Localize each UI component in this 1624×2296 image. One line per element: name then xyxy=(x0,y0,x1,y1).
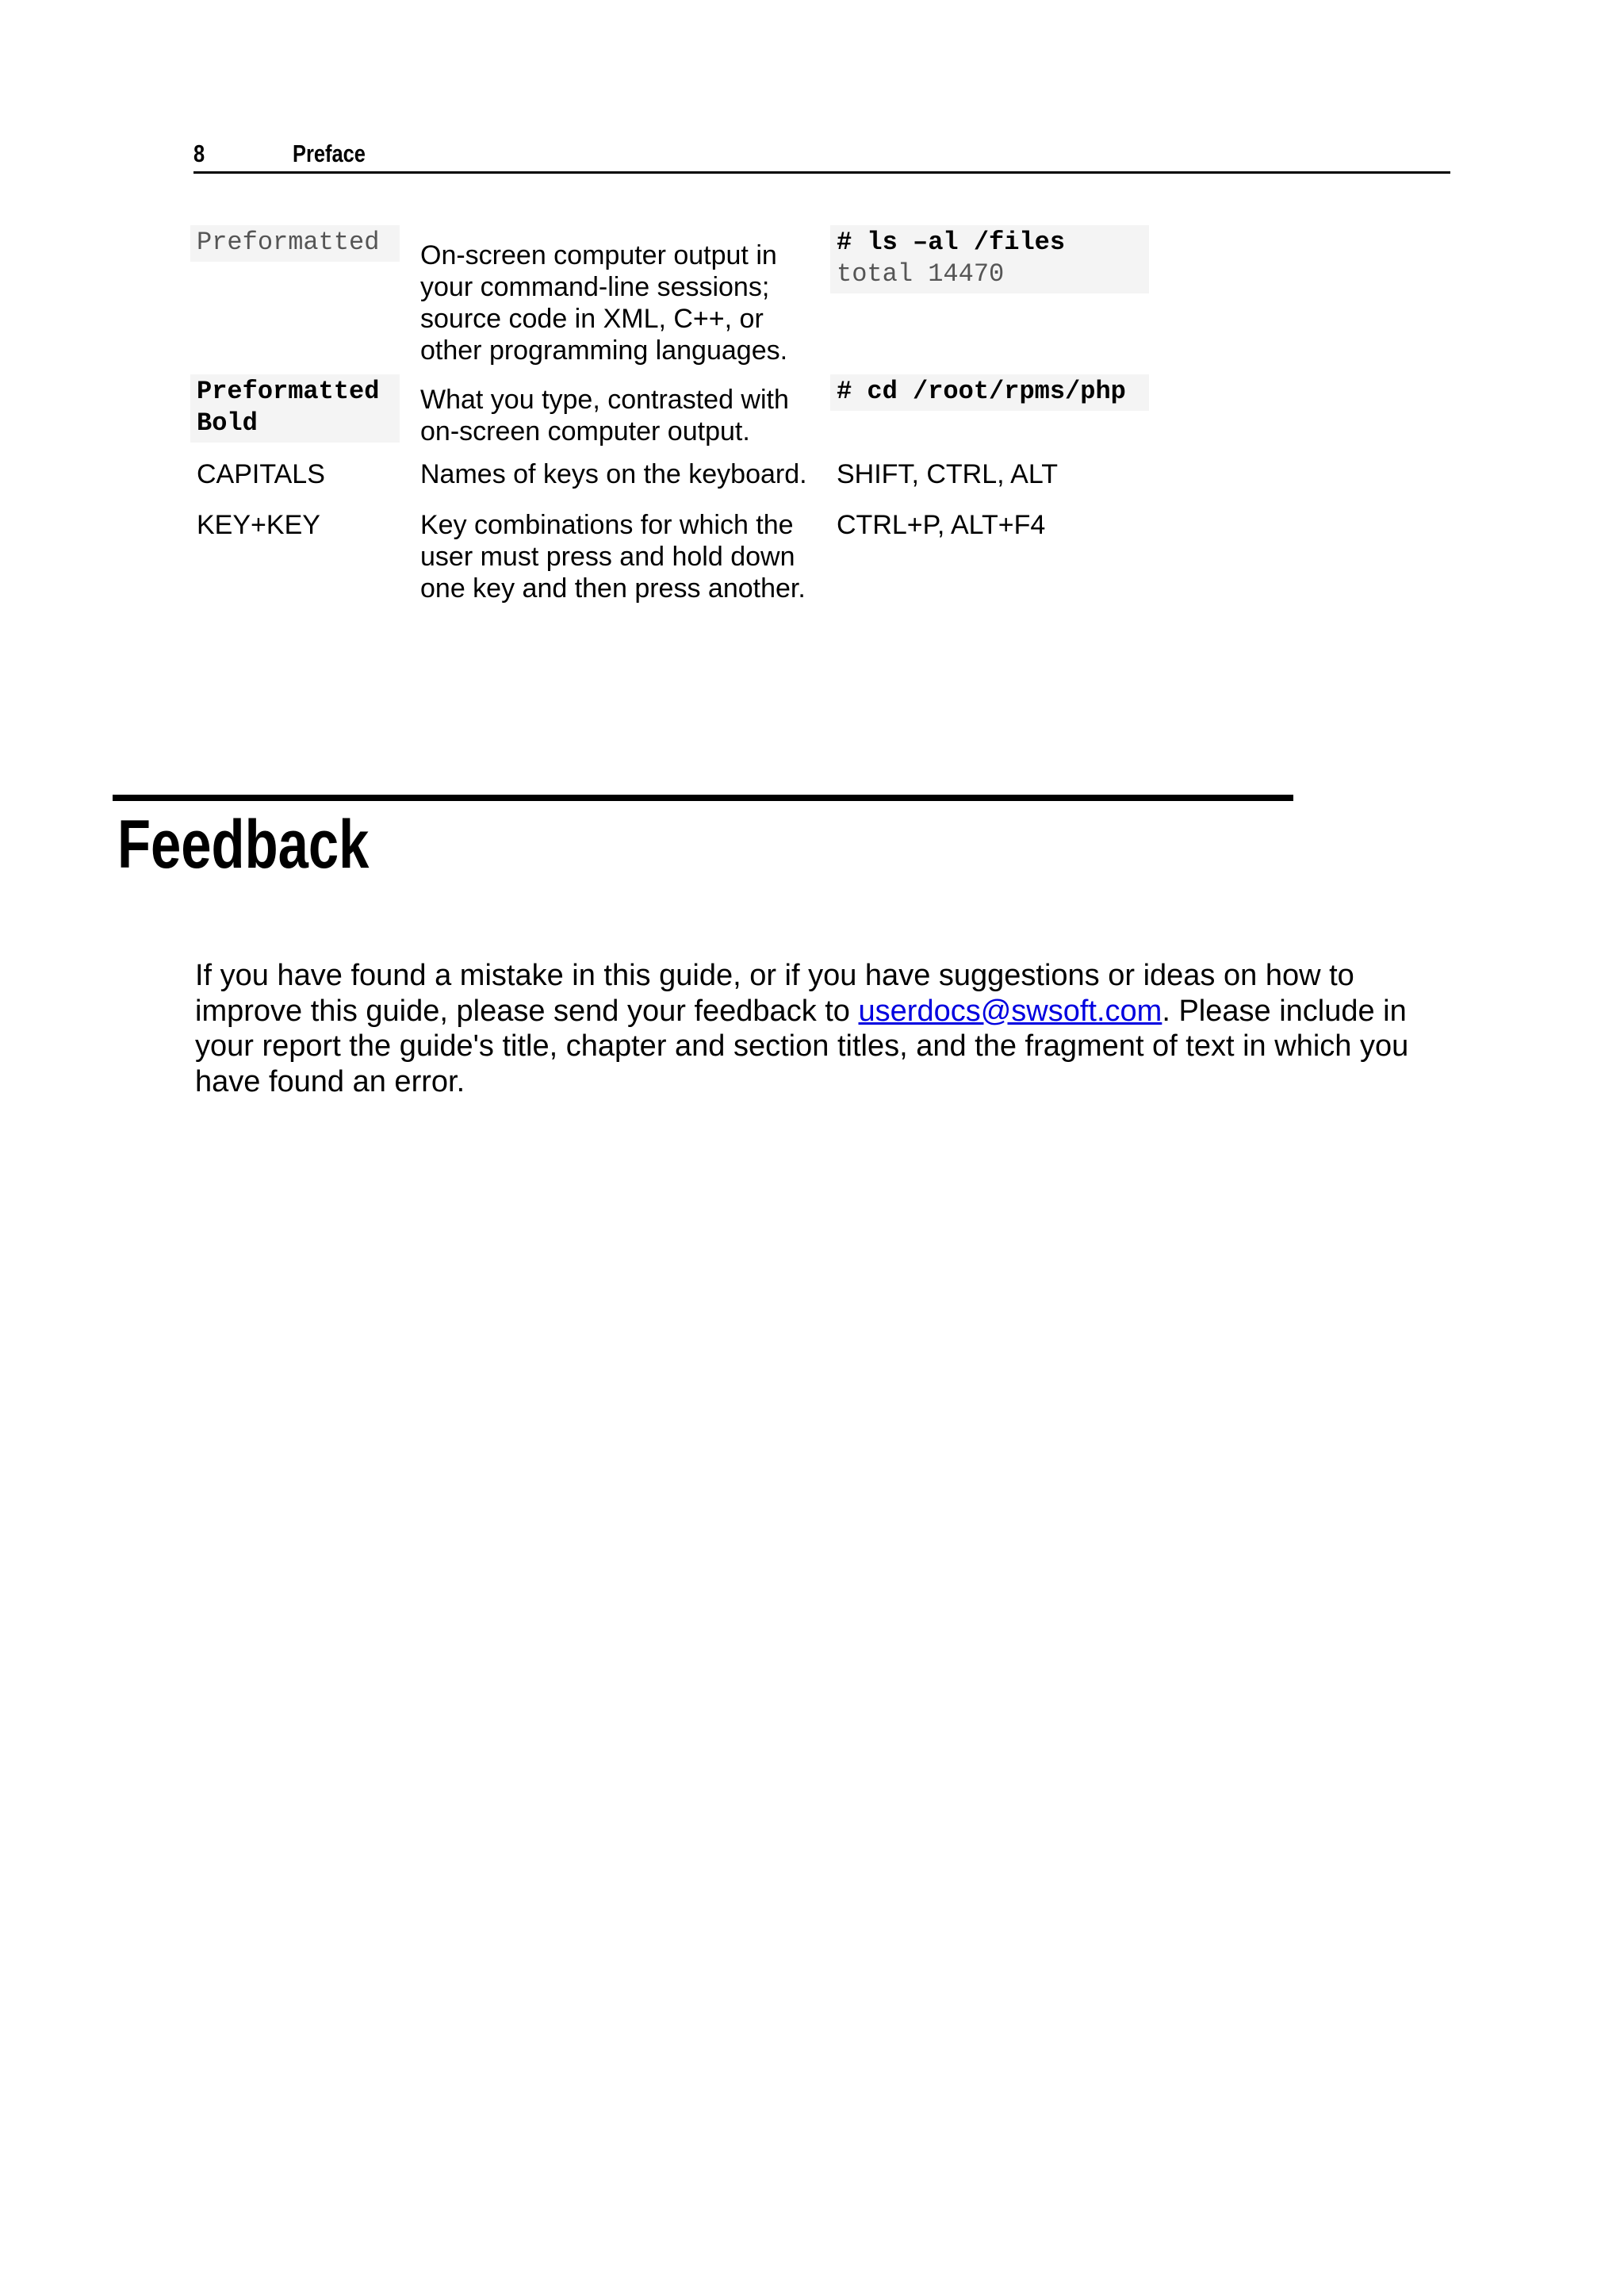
convention-name: Preformatted Bold xyxy=(190,374,400,443)
section-rule xyxy=(113,795,1293,801)
convention-example: SHIFT, CTRL, ALT xyxy=(837,459,1058,489)
convention-example xyxy=(830,225,1149,293)
feedback-paragraph xyxy=(195,958,1464,1099)
convention-description: Names of keys on the keyboard. xyxy=(420,459,807,489)
convention-description: On-screen computer output in your command-line sessions; source code in XML, C++, or other programming languages. xyxy=(420,240,788,366)
example-command-line: # ls –al /files xyxy=(837,228,1066,257)
feedback-text: . Please include in your report the guide's title, chapter and section titles, and the fragment of text in which you have found an error. xyxy=(195,994,1409,1098)
table-row xyxy=(190,447,1163,490)
running-header-section: Preface xyxy=(293,140,366,167)
page-number: 8 xyxy=(193,140,205,167)
convention-name: CAPITALS xyxy=(197,459,325,489)
convention-description: What you type, contrasted with on-screen computer output. xyxy=(420,385,789,447)
convention-description: Key combinations for which the user must press and hold down one key and then press another. xyxy=(420,510,806,604)
feedback-text: If you have found a mistake in this guide, or if you have suggestions or ideas on how to improve this guide, please send your feedback to xyxy=(195,959,1354,1028)
typographical-conventions-table xyxy=(190,225,1163,604)
email-link[interactable]: userdocs@swsoft.com xyxy=(858,994,1162,1028)
convention-name: Preformatted xyxy=(190,225,400,262)
example-output-line: total 14470 xyxy=(837,259,1005,289)
table-row xyxy=(190,374,1163,447)
convention-example: # cd /root/rpms/php xyxy=(830,374,1149,411)
convention-name: KEY+KEY xyxy=(197,510,320,540)
table-row xyxy=(190,498,1163,604)
section-title: Feedback xyxy=(117,807,370,883)
running-header xyxy=(193,136,1450,174)
convention-example: CTRL+P, ALT+F4 xyxy=(837,510,1046,540)
table-row xyxy=(190,225,1163,366)
